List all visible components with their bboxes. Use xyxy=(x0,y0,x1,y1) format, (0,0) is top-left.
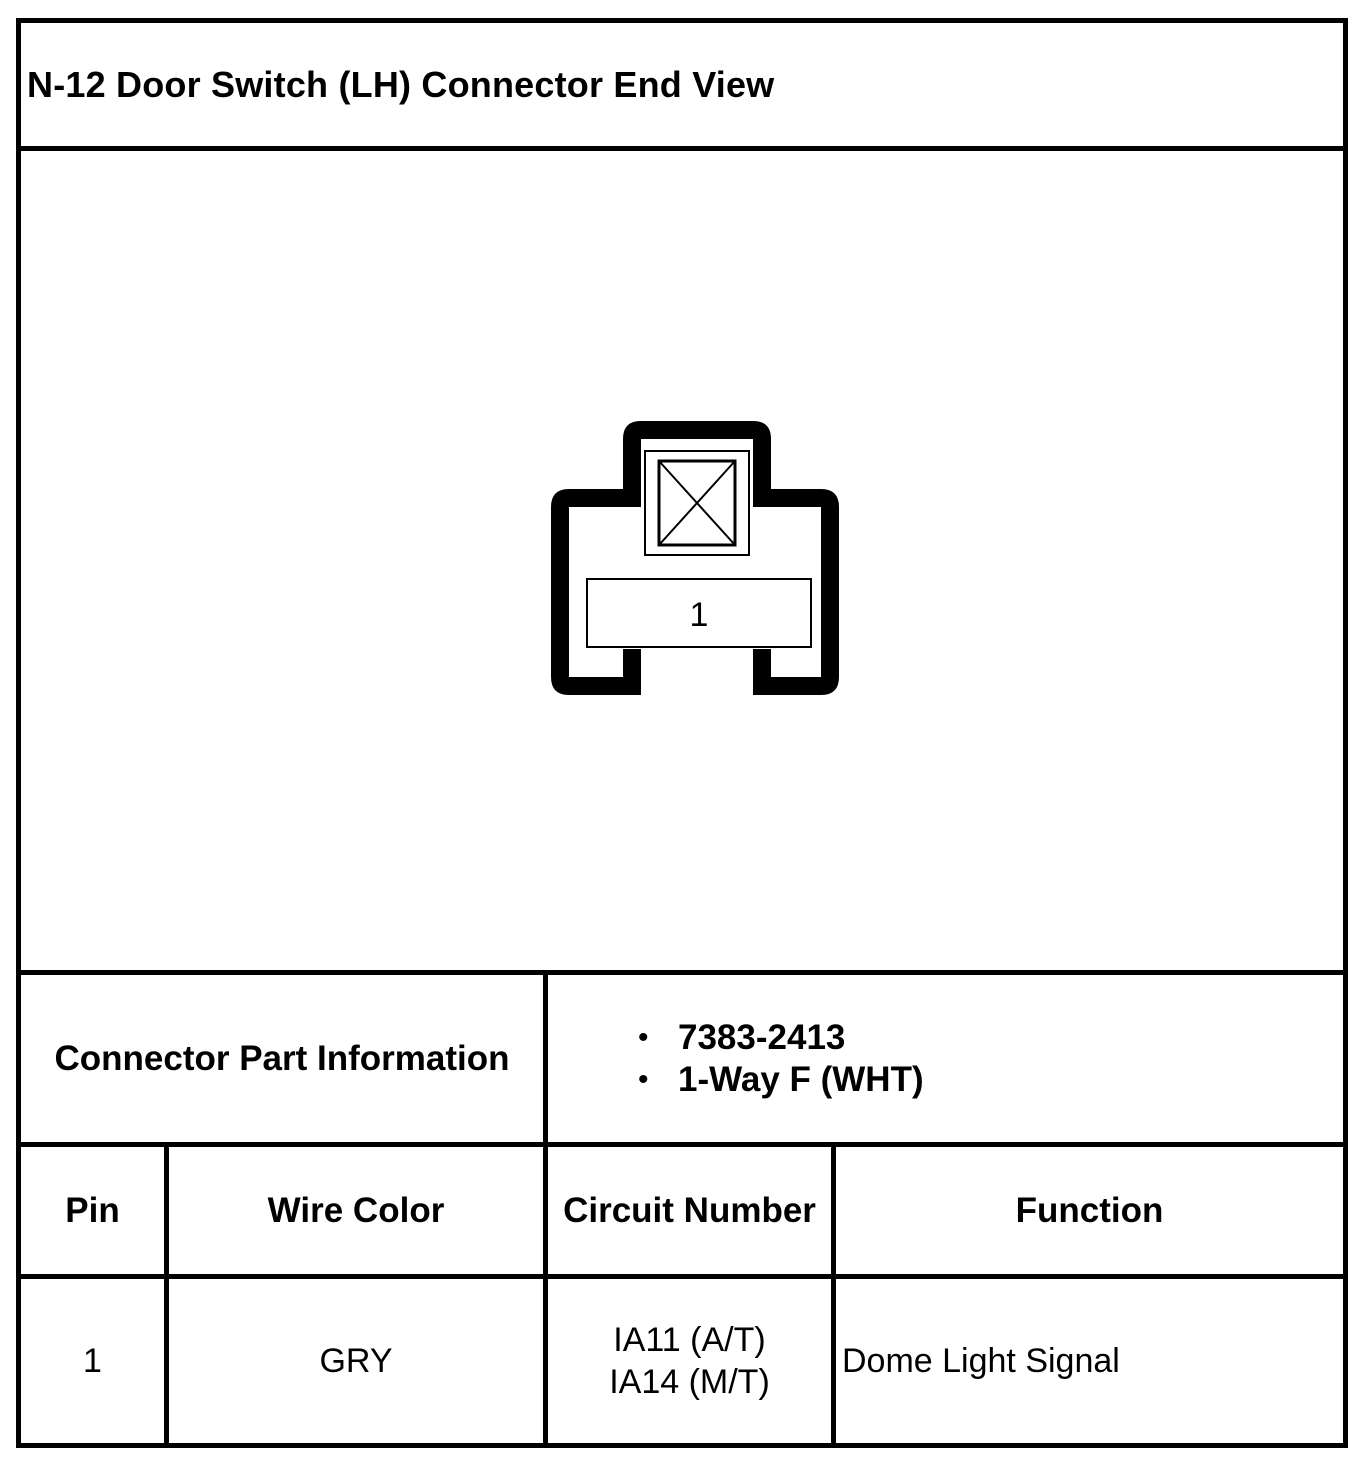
header-circuit-number: Circuit Number xyxy=(548,1147,836,1274)
title-row xyxy=(21,23,1343,151)
part-info-item xyxy=(638,1017,924,1059)
header-wire-color: Wire Color xyxy=(169,1147,548,1274)
connector-end-view xyxy=(21,151,1343,975)
circuit-number-list xyxy=(609,1319,770,1403)
part-info-label-cell xyxy=(21,975,548,1142)
part-info-label: Connector Part Information xyxy=(54,1038,510,1078)
connector-sheet xyxy=(16,18,1348,1448)
bullet: • xyxy=(638,1021,649,1054)
part-info-values-cell xyxy=(548,975,1343,1142)
pin-table-header xyxy=(21,1147,1343,1279)
circuit-number: IA11 (A/T) xyxy=(613,1321,766,1359)
circuit-number: IA14 (M/T) xyxy=(609,1363,770,1401)
cell-function: Dome Light Signal xyxy=(842,1341,1120,1380)
connector-diagram xyxy=(21,151,1343,970)
part-info-item xyxy=(638,1059,924,1101)
bullet: • xyxy=(638,1063,649,1096)
cell-wire-color: GRY xyxy=(169,1279,548,1443)
part-info-list xyxy=(638,1017,924,1101)
connector-part-info-row xyxy=(21,975,1343,1147)
pin-cavity-label: 1 xyxy=(689,596,709,634)
part-number: 7383-2413 xyxy=(678,1018,846,1057)
table-row xyxy=(21,1279,1343,1443)
cell-pin: 1 xyxy=(21,1279,169,1443)
connector-type: 1-Way F (WHT) xyxy=(678,1060,924,1099)
page-title: N-12 Door Switch (LH) Connector End View xyxy=(27,63,775,105)
connector-key-notch xyxy=(641,649,753,695)
header-pin: Pin xyxy=(21,1147,169,1274)
header-function: Function xyxy=(1015,1190,1164,1230)
cell-circuit-number xyxy=(548,1279,836,1443)
